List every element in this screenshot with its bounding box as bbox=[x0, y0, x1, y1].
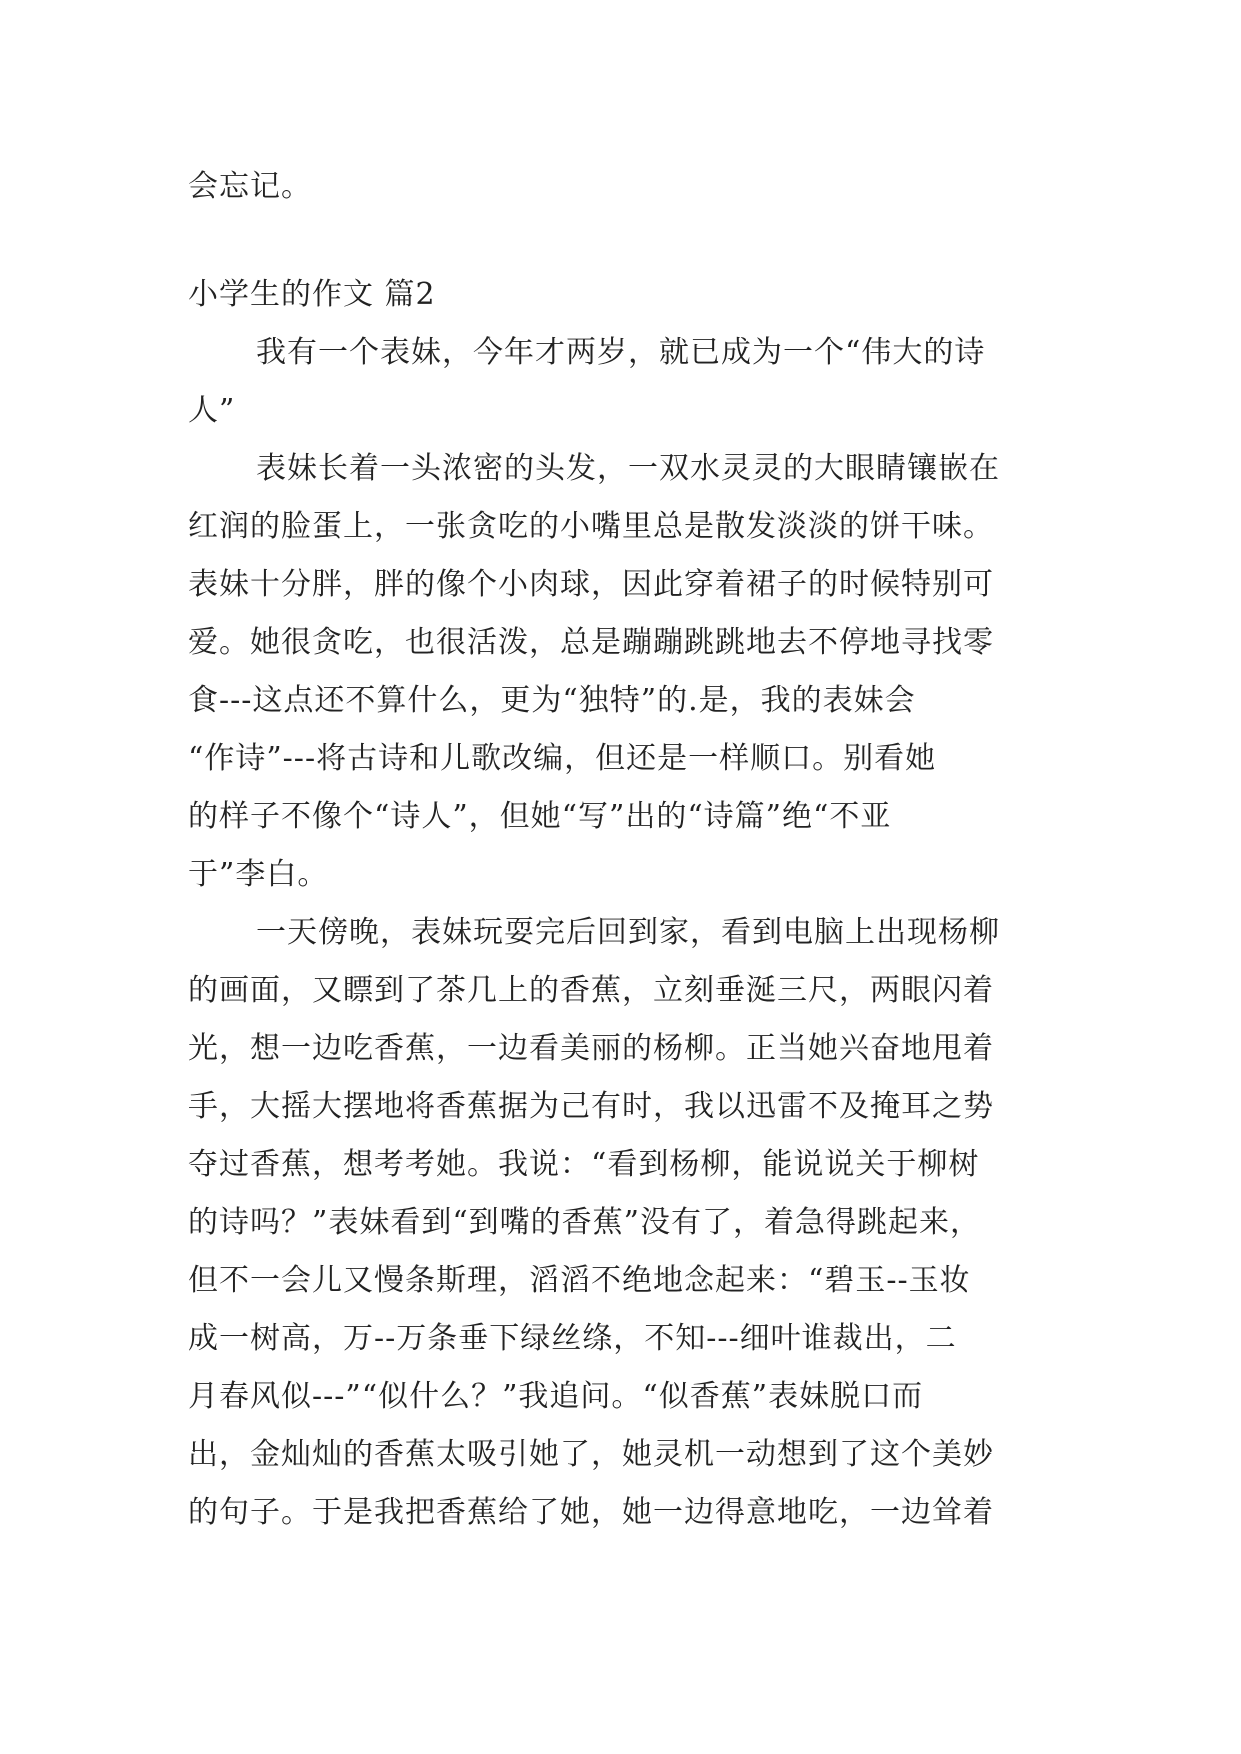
section-title: 小学生的作文 篇2 bbox=[188, 277, 436, 312]
document-body bbox=[188, 158, 1068, 1542]
text-line: 红润的脸蛋上，一张贪吃的小嘴里总是散发淡淡的饼干味。 bbox=[188, 509, 994, 544]
text-line: 爱。她很贪吃，也很活泼，总是蹦蹦跳跳地去不停地寻找零 bbox=[188, 625, 994, 660]
text-line: 我有一个表妹，今年才两岁，就已成为一个“伟大的诗 bbox=[256, 335, 986, 370]
text-line: 光，想一边吃香蕉，一边看美丽的杨柳。正当她兴奋地甩着 bbox=[188, 1031, 994, 1066]
text-line: 人” bbox=[188, 393, 236, 428]
text-line: 但不一会儿又慢条斯理，滔滔不绝地念起来：“碧玉--玉妆 bbox=[188, 1263, 971, 1298]
text-line: 的句子。于是我把香蕉给了她，她一边得意地吃，一边耸着 bbox=[188, 1495, 994, 1530]
text-line: 食---这点还不算什么，更为“独特”的.是，我的表妹会 bbox=[188, 683, 916, 718]
text-line: 的诗吗？”表妹看到“到嘴的香蕉”没有了，着急得跳起来， bbox=[188, 1205, 982, 1240]
paragraph-2 bbox=[188, 440, 1068, 904]
paragraph-gap bbox=[188, 216, 1068, 266]
text-line: 表妹长着一头浓密的头发，一双水灵灵的大眼睛镶嵌在 bbox=[256, 451, 1000, 486]
paragraph-3 bbox=[188, 904, 1068, 1542]
text-line: “作诗”---将古诗和儿歌改编，但还是一样顺口。别看她 bbox=[188, 741, 937, 776]
text-line: 的画面，又瞟到了茶几上的香蕉，立刻垂涎三尺，两眼闪着 bbox=[188, 973, 994, 1008]
text-line: 夺过香蕉，想考考她。我说：“看到杨柳，能说说关于柳树 bbox=[188, 1147, 980, 1182]
text-line: 出，金灿灿的香蕉太吸引她了，她灵机一动想到了这个美妙 bbox=[188, 1437, 994, 1472]
text-line: 于”李白。 bbox=[188, 857, 329, 892]
text-line: 手，大摇大摆地将香蕉据为己有时，我以迅雷不及掩耳之势 bbox=[188, 1089, 994, 1124]
text-line: 一天傍晚，表妹玩耍完后回到家，看到电脑上出现杨柳 bbox=[256, 915, 1000, 950]
text-line: 月春风似---”“似什么？”我追问。“似香蕉”表妹脱口而 bbox=[188, 1379, 924, 1414]
text-line: 成一树高，万--万条垂下绿丝绦，不知---细叶谁裁出，二 bbox=[188, 1321, 957, 1356]
previous-paragraph-ending: 会忘记。 bbox=[188, 169, 312, 204]
paragraph-1 bbox=[188, 324, 1068, 440]
text-line: 的样子不像个“诗人”，但她“写”出的“诗篇”绝“不亚 bbox=[188, 799, 892, 834]
text-line: 表妹十分胖，胖的像个小肉球，因此穿着裙子的时候特别可 bbox=[188, 567, 994, 602]
